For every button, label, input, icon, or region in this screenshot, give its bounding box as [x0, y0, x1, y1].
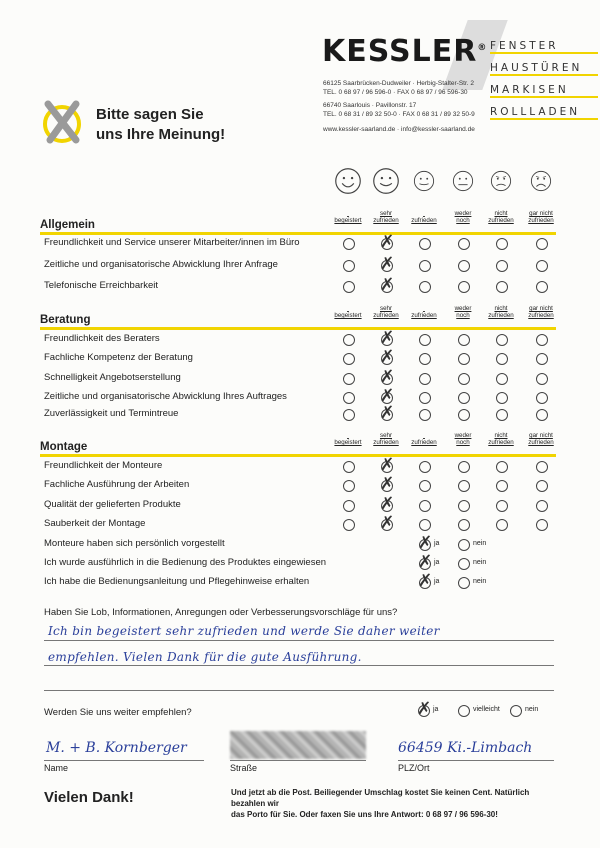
checked-x-mark: ✗ — [380, 328, 395, 348]
rating-radio[interactable] — [496, 409, 508, 421]
question-label: Schnelligkeit Angebotserstellung — [44, 372, 181, 383]
rating-radio[interactable] — [536, 500, 548, 512]
question-label: Zeitliche und organisatorische Abwicklung Ihrer Anfrage — [44, 259, 278, 270]
feedback-answer-line[interactable]: Ich bin begeistert sehr zufrieden und werde Sie daher weiter — [48, 624, 440, 638]
rating-radio[interactable] — [496, 461, 508, 473]
rating-header-line: zufrieden — [488, 439, 514, 446]
yes-no-label: nein — [473, 540, 487, 547]
rating-radio[interactable] — [458, 281, 470, 293]
rating-header-line: gar nicht — [529, 305, 553, 312]
product-markisen: MARKISEN — [490, 84, 598, 98]
checked-x-mark: ✗ — [380, 275, 395, 295]
rating-radio[interactable] — [458, 500, 470, 512]
rating-radio[interactable] — [536, 260, 548, 272]
checked-x-mark: ✗ — [380, 386, 395, 406]
rating-radio[interactable] — [536, 519, 548, 531]
rating-radio[interactable] — [380, 474, 395, 494]
city-label: PLZ/Ort — [398, 763, 430, 773]
postage-note-line: das Porto für Sie. Oder faxen Sie uns Ihre Antwort: 0 68 97 / 96 596-30! — [231, 810, 498, 819]
happy-smiley-icon — [372, 167, 400, 195]
rating-header-line: sehr — [379, 305, 393, 312]
rating-radio[interactable] — [458, 409, 470, 421]
rating-header-line: zufrieden — [373, 312, 399, 319]
company-logo — [322, 34, 487, 69]
rating-radio[interactable] — [380, 328, 395, 348]
rating-header-line: sehr — [379, 210, 393, 217]
name-value[interactable]: M. + B. Kornberger — [46, 740, 187, 756]
city-value[interactable]: 66459 Ki.-Limbach — [398, 740, 533, 756]
rating-radio[interactable] — [380, 455, 395, 475]
rating-radio[interactable] — [458, 480, 470, 492]
question-label: Zeitliche und organisatorische Abwicklung Ihres Auftrages — [44, 391, 287, 402]
rating-header-line: nicht — [494, 432, 508, 439]
rating-radio[interactable] — [419, 519, 431, 531]
rating-radio[interactable] — [458, 334, 470, 346]
product-haustueren: HAUSTÜREN — [490, 62, 598, 76]
checked-x-mark: ✗ — [380, 367, 395, 387]
question-label: Fachliche Ausführung der Arbeiten — [44, 479, 190, 490]
rating-radio[interactable] — [419, 238, 431, 250]
recommend-option-label: vielleicht — [473, 706, 500, 713]
rating-radio[interactable] — [536, 373, 548, 385]
product-fenster: FENSTER — [490, 40, 598, 54]
rating-radio[interactable] — [496, 353, 508, 365]
yes-no-label: nein — [473, 559, 487, 566]
rating-header-line: noch — [456, 312, 470, 319]
question-label: Fachliche Kompetenz der Beratung — [44, 352, 193, 363]
rating-radio[interactable] — [496, 260, 508, 272]
rating-radio[interactable] — [496, 392, 508, 404]
rating-radio[interactable] — [458, 260, 470, 272]
rating-header-line — [404, 432, 444, 439]
rating-radio[interactable] — [419, 500, 431, 512]
rating-radio[interactable] — [458, 353, 470, 365]
rating-header-line — [404, 305, 444, 312]
rating-radio[interactable] — [343, 500, 355, 512]
yes-no-label: ja — [434, 559, 440, 566]
rating-radio[interactable] — [343, 353, 355, 365]
very-happy-smiley-icon — [334, 167, 362, 195]
checked-x-mark: ✗ — [418, 552, 433, 572]
sad-smiley-icon — [490, 170, 512, 192]
rating-radio[interactable] — [496, 373, 508, 385]
rating-header-line: zufrieden — [528, 217, 554, 224]
title-line: Bitte sagen Sie — [96, 106, 204, 123]
street-line — [230, 760, 366, 761]
rating-radio[interactable] — [343, 373, 355, 385]
rating-header-line: zufrieden — [488, 217, 514, 224]
rating-radio[interactable] — [536, 392, 548, 404]
rating-header-line: begeistert — [334, 312, 362, 319]
rating-radio[interactable] — [419, 392, 431, 404]
neutral-smiley-icon — [452, 170, 474, 192]
rating-radio[interactable] — [496, 281, 508, 293]
rating-radio[interactable] — [419, 461, 431, 473]
rating-header-line — [328, 305, 368, 312]
rating-header-line: nicht — [494, 210, 508, 217]
section-title: Allgemein — [40, 219, 556, 235]
checked-x-mark: ✗ — [418, 533, 433, 553]
answer-line — [44, 665, 554, 666]
rating-radio[interactable] — [536, 461, 548, 473]
rating-radio[interactable] — [380, 494, 395, 514]
checked-x-mark: ✗ — [380, 403, 395, 423]
rating-radio[interactable] — [536, 480, 548, 492]
rating-radio[interactable] — [343, 409, 355, 421]
answer-line — [44, 690, 554, 691]
street-redacted — [230, 731, 366, 759]
address-line: 66125 Saarbrücken-Dudweiler · Herbig-Stalter-Str. 2 — [323, 80, 475, 87]
rating-radio[interactable] — [343, 480, 355, 492]
rating-radio[interactable] — [419, 260, 431, 272]
rating-header-line: zufrieden — [528, 439, 554, 446]
rating-radio[interactable] — [380, 254, 395, 274]
question-label: Freundlichkeit und Service unserer Mitarbeiter/innen im Büro — [44, 237, 300, 248]
yes-no-label: ja — [434, 578, 440, 585]
rating-header-line: noch — [456, 217, 470, 224]
rating-radio[interactable] — [419, 281, 431, 293]
rating-radio[interactable] — [458, 461, 470, 473]
question-label: Freundlichkeit des Beraters — [44, 333, 160, 344]
rating-radio[interactable] — [343, 238, 355, 250]
logo-text: KESSLER — [322, 34, 478, 69]
checked-x-mark: ✗ — [380, 455, 395, 475]
rating-header-line: nicht — [494, 305, 508, 312]
feedback-answer-line[interactable]: empfehlen. Vielen Dank für die gute Ausführung. — [48, 650, 362, 664]
rating-header-line: weder — [454, 210, 472, 217]
rating-header-line: sehr — [379, 432, 393, 439]
rating-header-line — [404, 210, 444, 217]
address-line: TEL. 0 68 31 / 89 32 50-0 · FAX 0 68 31 / 89 32 50-9 — [323, 111, 475, 118]
website-line: www.kessler-saarland.de · info@kessler-saarland.de — [323, 126, 475, 133]
checked-x-mark: ✗ — [380, 494, 395, 514]
question-label: Qualität der gelieferten Produkte — [44, 499, 181, 510]
checked-x-mark: ✗ — [417, 699, 432, 719]
yes-no-radio-nein[interactable] — [458, 577, 470, 589]
rating-header-line: gar nicht — [529, 432, 553, 439]
yes-no-question: Ich habe die Bedienungsanleitung und Pflegehinweise erhalten — [44, 576, 310, 587]
question-label: Zuverlässigkeit und Termintreue — [44, 408, 179, 419]
rating-radio[interactable] — [343, 260, 355, 272]
yes-no-radio-nein[interactable] — [458, 539, 470, 551]
rating-header-line: zufrieden — [411, 439, 437, 446]
rating-header-line: gar nicht — [529, 210, 553, 217]
rating-radio[interactable] — [536, 334, 548, 346]
rating-radio[interactable] — [458, 519, 470, 531]
rating-header-line: weder — [454, 432, 472, 439]
rating-radio[interactable] — [380, 403, 395, 423]
yes-no-radio-ja[interactable] — [418, 552, 433, 572]
rating-header-line: zufrieden — [373, 439, 399, 446]
yes-no-label: ja — [434, 540, 440, 547]
rating-radio[interactable] — [496, 480, 508, 492]
recommend-option-label: ja — [433, 706, 439, 713]
rating-header-line: zufrieden — [373, 217, 399, 224]
yes-no-radio-nein[interactable] — [458, 558, 470, 570]
rating-radio[interactable] — [380, 513, 395, 533]
rating-radio[interactable] — [458, 392, 470, 404]
postage-note-line: Und jetzt ab die Post. Beiliegender Umschlag kostet Sie keinen Cent. Natürlich bezahlen wir — [231, 788, 530, 808]
product-rollladen: ROLLLADEN — [490, 106, 598, 120]
very-sad-smiley-icon — [530, 170, 552, 192]
recommend-radio[interactable] — [510, 705, 522, 717]
rating-radio[interactable] — [343, 281, 355, 293]
rating-radio[interactable] — [343, 461, 355, 473]
rating-radio[interactable] — [536, 281, 548, 293]
rating-radio[interactable] — [343, 392, 355, 404]
rating-radio[interactable] — [343, 519, 355, 531]
rating-radio[interactable] — [343, 334, 355, 346]
section-title: Beratung — [40, 314, 556, 330]
rating-radio[interactable] — [380, 275, 395, 295]
recommend-option-label: nein — [525, 706, 539, 713]
rating-header-line: zufrieden — [528, 312, 554, 319]
rating-header-line — [328, 210, 368, 217]
address-line: TEL. 0 68 97 / 96 596-0 · FAX 0 68 97 / 96 596-30 — [323, 89, 468, 96]
rating-radio[interactable] — [536, 409, 548, 421]
x-ballot-icon — [40, 100, 84, 144]
rating-header-line: weder — [454, 305, 472, 312]
title-line: uns Ihre Meinung! — [96, 126, 226, 143]
rating-radio[interactable] — [419, 353, 431, 365]
checked-x-mark: ✗ — [380, 474, 395, 494]
checked-x-mark: ✗ — [380, 254, 395, 274]
city-line — [398, 760, 554, 761]
recommend-radio[interactable] — [417, 699, 432, 719]
rating-radio[interactable] — [496, 238, 508, 250]
rating-radio[interactable] — [496, 334, 508, 346]
recommend-radio[interactable] — [458, 705, 470, 717]
rating-radio[interactable] — [458, 238, 470, 250]
rating-header-line: noch — [456, 439, 470, 446]
rating-radio[interactable] — [380, 367, 395, 387]
question-label: Telefonische Erreichbarkeit — [44, 280, 159, 291]
rating-radio[interactable] — [380, 347, 395, 367]
question-label: Sauberkeit der Montage — [44, 518, 146, 529]
checked-x-mark: ✗ — [380, 232, 395, 252]
feedback-question: Haben Sie Lob, Informationen, Anregungen oder Verbesserungsvorschläge für uns? — [44, 607, 398, 618]
yes-no-label: nein — [473, 578, 487, 585]
page-title — [96, 105, 225, 145]
rating-radio[interactable] — [458, 373, 470, 385]
smiley-icon — [413, 170, 435, 192]
registered-mark: ® — [477, 43, 488, 53]
rating-radio[interactable] — [496, 519, 508, 531]
address-line: 66740 Saarlouis · Pavillonstr. 17 — [323, 102, 417, 109]
yes-no-question: Ich wurde ausführlich in die Bedienung des Produktes eingewiesen — [44, 557, 327, 568]
yes-no-question: Monteure haben sich persönlich vorgestellt — [44, 538, 225, 549]
question-label: Freundlichkeit der Monteure — [44, 460, 163, 471]
checked-x-mark: ✗ — [380, 347, 395, 367]
rating-radio[interactable] — [419, 373, 431, 385]
rating-radio[interactable] — [536, 238, 548, 250]
name-line — [44, 760, 204, 761]
checked-x-mark: ✗ — [380, 513, 395, 533]
yes-no-radio-ja[interactable] — [418, 571, 433, 591]
street-label: Straße — [230, 763, 258, 773]
rating-radio[interactable] — [419, 480, 431, 492]
checked-x-mark: ✗ — [418, 571, 433, 591]
rating-header-line: zufrieden — [488, 312, 514, 319]
recommend-question: Werden Sie uns weiter empfehlen? — [44, 707, 192, 718]
postage-note — [231, 787, 561, 820]
rating-header-line — [328, 432, 368, 439]
rating-radio[interactable] — [419, 409, 431, 421]
yes-no-radio-ja[interactable] — [418, 533, 433, 553]
rating-radio[interactable] — [380, 232, 395, 252]
rating-header-line: zufrieden — [411, 217, 437, 224]
rating-header-line: begeistert — [334, 439, 362, 446]
rating-radio[interactable] — [536, 353, 548, 365]
rating-radio[interactable] — [419, 334, 431, 346]
rating-header-line: zufrieden — [411, 312, 437, 319]
thanks-text: Vielen Dank! — [44, 789, 134, 806]
section-title: Montage — [40, 441, 556, 457]
name-label: Name — [44, 763, 69, 773]
rating-radio[interactable] — [496, 500, 508, 512]
rating-header-line: begeistert — [334, 217, 362, 224]
answer-line — [44, 640, 554, 641]
